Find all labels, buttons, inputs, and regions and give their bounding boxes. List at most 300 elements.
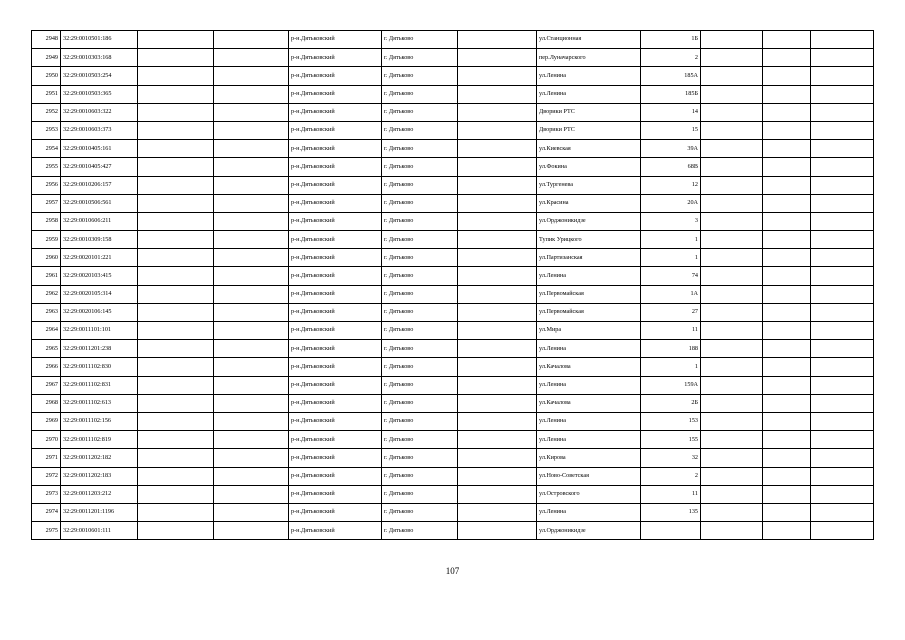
empty-cell bbox=[458, 503, 537, 521]
empty-cell bbox=[138, 31, 214, 49]
empty-cell bbox=[701, 503, 763, 521]
empty-cell bbox=[458, 267, 537, 285]
row-number: 2955 bbox=[32, 158, 61, 176]
empty-cell bbox=[811, 49, 874, 67]
row-number: 2962 bbox=[32, 285, 61, 303]
street-cell: ул.Фокина bbox=[537, 158, 641, 176]
empty-cell bbox=[701, 103, 763, 121]
row-number: 2953 bbox=[32, 121, 61, 139]
row-number: 2971 bbox=[32, 449, 61, 467]
empty-cell bbox=[763, 394, 811, 412]
row-number: 2973 bbox=[32, 485, 61, 503]
empty-cell bbox=[763, 303, 811, 321]
house-number: 159А bbox=[641, 376, 701, 394]
district-cell: р-н.Дятьковский bbox=[289, 158, 382, 176]
cadastral-number: 32:29:0011102:830 bbox=[61, 358, 138, 376]
district-cell: р-н.Дятьковский bbox=[289, 358, 382, 376]
empty-cell bbox=[763, 358, 811, 376]
empty-cell bbox=[138, 176, 214, 194]
empty-cell bbox=[763, 412, 811, 430]
empty-cell bbox=[458, 31, 537, 49]
district-cell: р-н.Дятьковский bbox=[289, 31, 382, 49]
empty-cell bbox=[763, 285, 811, 303]
district-cell: р-н.Дятьковский bbox=[289, 340, 382, 358]
house-number: 185А bbox=[641, 67, 701, 85]
empty-cell bbox=[701, 267, 763, 285]
empty-cell bbox=[214, 449, 289, 467]
empty-cell bbox=[811, 431, 874, 449]
street-cell: ул.Тургенева bbox=[537, 176, 641, 194]
empty-cell bbox=[138, 431, 214, 449]
house-number: 2Б bbox=[641, 394, 701, 412]
table-row bbox=[32, 322, 874, 340]
district-cell: р-н.Дятьковский bbox=[289, 412, 382, 430]
empty-cell bbox=[763, 31, 811, 49]
empty-cell bbox=[138, 322, 214, 340]
empty-cell bbox=[214, 358, 289, 376]
empty-cell bbox=[701, 340, 763, 358]
street-cell: ул.Качалова bbox=[537, 358, 641, 376]
row-number: 2970 bbox=[32, 431, 61, 449]
cadastral-number: 32:29:0010503:254 bbox=[61, 67, 138, 85]
row-number: 2965 bbox=[32, 340, 61, 358]
empty-cell bbox=[458, 394, 537, 412]
street-cell: Дворики РТС bbox=[537, 121, 641, 139]
cadastral-number: 32:29:0010303:168 bbox=[61, 49, 138, 67]
house-number: 3 bbox=[641, 212, 701, 230]
empty-cell bbox=[138, 85, 214, 103]
empty-cell bbox=[811, 412, 874, 430]
empty-cell bbox=[763, 85, 811, 103]
street-cell: пер.Луначарского bbox=[537, 49, 641, 67]
empty-cell bbox=[458, 358, 537, 376]
empty-cell bbox=[763, 176, 811, 194]
empty-cell bbox=[458, 85, 537, 103]
street-cell: ул.Островского bbox=[537, 485, 641, 503]
house-number: 2 bbox=[641, 467, 701, 485]
cadastral-number: 32:29:0010405:161 bbox=[61, 140, 138, 158]
empty-cell bbox=[701, 394, 763, 412]
empty-cell bbox=[701, 249, 763, 267]
row-number: 2948 bbox=[32, 31, 61, 49]
empty-cell bbox=[701, 412, 763, 430]
empty-cell bbox=[138, 449, 214, 467]
empty-cell bbox=[701, 176, 763, 194]
table-row bbox=[32, 503, 874, 521]
empty-cell bbox=[214, 394, 289, 412]
empty-cell bbox=[701, 467, 763, 485]
empty-cell bbox=[214, 140, 289, 158]
empty-cell bbox=[763, 522, 811, 540]
city-cell: г. Дятьково bbox=[382, 85, 458, 103]
city-cell: г. Дятьково bbox=[382, 194, 458, 212]
cadastral-number: 32:29:0020105:314 bbox=[61, 285, 138, 303]
district-cell: р-н.Дятьковский bbox=[289, 485, 382, 503]
city-cell: г. Дятьково bbox=[382, 340, 458, 358]
table-row bbox=[32, 121, 874, 139]
empty-cell bbox=[138, 376, 214, 394]
city-cell: г. Дятьково bbox=[382, 249, 458, 267]
house-number: 185Б bbox=[641, 85, 701, 103]
empty-cell bbox=[214, 158, 289, 176]
empty-cell bbox=[214, 376, 289, 394]
city-cell: г. Дятьково bbox=[382, 376, 458, 394]
cadastral-number: 32:29:0011102:819 bbox=[61, 431, 138, 449]
city-cell: г. Дятьково bbox=[382, 176, 458, 194]
district-cell: р-н.Дятьковский bbox=[289, 322, 382, 340]
empty-cell bbox=[811, 449, 874, 467]
empty-cell bbox=[138, 212, 214, 230]
empty-cell bbox=[701, 194, 763, 212]
empty-cell bbox=[214, 322, 289, 340]
street-cell: ул.Первомайская bbox=[537, 303, 641, 321]
row-number: 2956 bbox=[32, 176, 61, 194]
empty-cell bbox=[138, 285, 214, 303]
district-cell: р-н.Дятьковский bbox=[289, 49, 382, 67]
street-cell: ул.Кирова bbox=[537, 449, 641, 467]
empty-cell bbox=[811, 121, 874, 139]
empty-cell bbox=[138, 121, 214, 139]
row-number: 2974 bbox=[32, 503, 61, 521]
empty-cell bbox=[138, 67, 214, 85]
table-row bbox=[32, 522, 874, 540]
district-cell: р-н.Дятьковский bbox=[289, 194, 382, 212]
city-cell: г. Дятьково bbox=[382, 303, 458, 321]
cadastral-number: 32:29:0011102:156 bbox=[61, 412, 138, 430]
empty-cell bbox=[701, 522, 763, 540]
city-cell: г. Дятьково bbox=[382, 322, 458, 340]
table-row bbox=[32, 194, 874, 212]
cadastral-number: 32:29:0010206:157 bbox=[61, 176, 138, 194]
district-cell: р-н.Дятьковский bbox=[289, 303, 382, 321]
row-number: 2950 bbox=[32, 67, 61, 85]
house-number: 155 bbox=[641, 431, 701, 449]
empty-cell bbox=[138, 358, 214, 376]
house-number: 1 bbox=[641, 358, 701, 376]
city-cell: г. Дятьково bbox=[382, 140, 458, 158]
empty-cell bbox=[811, 249, 874, 267]
empty-cell bbox=[458, 376, 537, 394]
empty-cell bbox=[138, 249, 214, 267]
empty-cell bbox=[138, 140, 214, 158]
empty-cell bbox=[701, 231, 763, 249]
empty-cell bbox=[458, 322, 537, 340]
empty-cell bbox=[214, 176, 289, 194]
district-cell: р-н.Дятьковский bbox=[289, 376, 382, 394]
city-cell: г. Дятьково bbox=[382, 449, 458, 467]
empty-cell bbox=[811, 103, 874, 121]
city-cell: г. Дятьково bbox=[382, 431, 458, 449]
empty-cell bbox=[811, 485, 874, 503]
empty-cell bbox=[458, 194, 537, 212]
empty-cell bbox=[458, 340, 537, 358]
empty-cell bbox=[214, 249, 289, 267]
cadastral-number: 32:29:0020106:145 bbox=[61, 303, 138, 321]
empty-cell bbox=[458, 485, 537, 503]
street-cell: ул.Ленина bbox=[537, 340, 641, 358]
empty-cell bbox=[763, 140, 811, 158]
empty-cell bbox=[701, 85, 763, 103]
cadastral-number: 32:29:0010601:111 bbox=[61, 522, 138, 540]
street-cell: ул.Орджоникидзе bbox=[537, 522, 641, 540]
empty-cell bbox=[214, 485, 289, 503]
empty-cell bbox=[701, 49, 763, 67]
district-cell: р-н.Дятьковский bbox=[289, 503, 382, 521]
city-cell: г. Дятьково bbox=[382, 358, 458, 376]
empty-cell bbox=[214, 121, 289, 139]
empty-cell bbox=[701, 485, 763, 503]
cadastral-number: 32:29:0011202:182 bbox=[61, 449, 138, 467]
table-row bbox=[32, 31, 874, 49]
house-number: 1А bbox=[641, 285, 701, 303]
table-row bbox=[32, 431, 874, 449]
empty-cell bbox=[763, 103, 811, 121]
empty-cell bbox=[763, 249, 811, 267]
empty-cell bbox=[214, 194, 289, 212]
city-cell: г. Дятьково bbox=[382, 412, 458, 430]
empty-cell bbox=[763, 194, 811, 212]
street-cell: ул.Ленина bbox=[537, 503, 641, 521]
empty-cell bbox=[811, 303, 874, 321]
row-number: 2958 bbox=[32, 212, 61, 230]
cadastral-number: 32:29:0010603:373 bbox=[61, 121, 138, 139]
row-number: 2961 bbox=[32, 267, 61, 285]
row-number: 2968 bbox=[32, 394, 61, 412]
empty-cell bbox=[458, 121, 537, 139]
row-number: 2963 bbox=[32, 303, 61, 321]
cadastral-number: 32:29:0011201:1196 bbox=[61, 503, 138, 521]
city-cell: г. Дятьково bbox=[382, 467, 458, 485]
district-cell: р-н.Дятьковский bbox=[289, 103, 382, 121]
empty-cell bbox=[458, 522, 537, 540]
city-cell: г. Дятьково bbox=[382, 231, 458, 249]
empty-cell bbox=[458, 49, 537, 67]
empty-cell bbox=[701, 285, 763, 303]
house-number: 12 bbox=[641, 176, 701, 194]
empty-cell bbox=[138, 522, 214, 540]
empty-cell bbox=[763, 67, 811, 85]
empty-cell bbox=[811, 503, 874, 521]
street-cell: ул.Качалова bbox=[537, 394, 641, 412]
empty-cell bbox=[214, 212, 289, 230]
empty-cell bbox=[811, 322, 874, 340]
empty-cell bbox=[214, 267, 289, 285]
empty-cell bbox=[763, 231, 811, 249]
cadastral-number: 32:29:0011201:238 bbox=[61, 340, 138, 358]
empty-cell bbox=[458, 212, 537, 230]
empty-cell bbox=[458, 431, 537, 449]
street-cell: ул.Мира bbox=[537, 322, 641, 340]
row-number: 2949 bbox=[32, 49, 61, 67]
house-number: 1 bbox=[641, 231, 701, 249]
empty-cell bbox=[811, 194, 874, 212]
cadastral-number: 32:29:0011202:183 bbox=[61, 467, 138, 485]
empty-cell bbox=[214, 67, 289, 85]
empty-cell bbox=[811, 285, 874, 303]
empty-cell bbox=[214, 340, 289, 358]
empty-cell bbox=[811, 31, 874, 49]
empty-cell bbox=[138, 231, 214, 249]
empty-cell bbox=[811, 85, 874, 103]
table-row bbox=[32, 467, 874, 485]
table-row bbox=[32, 358, 874, 376]
street-cell: ул.Ленина bbox=[537, 67, 641, 85]
row-number: 2972 bbox=[32, 467, 61, 485]
empty-cell bbox=[811, 176, 874, 194]
empty-cell bbox=[214, 85, 289, 103]
empty-cell bbox=[458, 176, 537, 194]
street-cell: ул.Ново-Советская bbox=[537, 467, 641, 485]
table-row bbox=[32, 103, 874, 121]
district-cell: р-н.Дятьковский bbox=[289, 522, 382, 540]
district-cell: р-н.Дятьковский bbox=[289, 121, 382, 139]
street-cell: ул.Ленина bbox=[537, 376, 641, 394]
cadastral-number: 32:29:0010506:561 bbox=[61, 194, 138, 212]
empty-cell bbox=[214, 285, 289, 303]
empty-cell bbox=[763, 503, 811, 521]
empty-cell bbox=[458, 303, 537, 321]
street-cell: ул.Красина bbox=[537, 194, 641, 212]
street-cell: ул.Ленина bbox=[537, 267, 641, 285]
table-row bbox=[32, 85, 874, 103]
street-cell: ул.Киевская bbox=[537, 140, 641, 158]
empty-cell bbox=[701, 449, 763, 467]
empty-cell bbox=[458, 140, 537, 158]
empty-cell bbox=[811, 340, 874, 358]
empty-cell bbox=[138, 485, 214, 503]
city-cell: г. Дятьково bbox=[382, 485, 458, 503]
row-number: 2967 bbox=[32, 376, 61, 394]
cadastral-number: 32:29:0011102:613 bbox=[61, 394, 138, 412]
empty-cell bbox=[214, 103, 289, 121]
row-number: 2964 bbox=[32, 322, 61, 340]
table-body bbox=[32, 31, 874, 540]
empty-cell bbox=[138, 158, 214, 176]
empty-cell bbox=[138, 194, 214, 212]
house-number bbox=[641, 522, 701, 540]
table-row bbox=[32, 176, 874, 194]
empty-cell bbox=[458, 158, 537, 176]
district-cell: р-н.Дятьковский bbox=[289, 85, 382, 103]
empty-cell bbox=[811, 231, 874, 249]
house-number: 153 bbox=[641, 412, 701, 430]
empty-cell bbox=[763, 449, 811, 467]
empty-cell bbox=[214, 412, 289, 430]
empty-cell bbox=[701, 376, 763, 394]
empty-cell bbox=[763, 212, 811, 230]
empty-cell bbox=[458, 67, 537, 85]
empty-cell bbox=[458, 231, 537, 249]
table-row bbox=[32, 340, 874, 358]
street-cell: ул.Орджоникидзе bbox=[537, 212, 641, 230]
city-cell: г. Дятьково bbox=[382, 394, 458, 412]
empty-cell bbox=[763, 376, 811, 394]
house-number: 74 bbox=[641, 267, 701, 285]
district-cell: р-н.Дятьковский bbox=[289, 140, 382, 158]
row-number: 2975 bbox=[32, 522, 61, 540]
empty-cell bbox=[763, 340, 811, 358]
empty-cell bbox=[138, 503, 214, 521]
empty-cell bbox=[138, 340, 214, 358]
empty-cell bbox=[138, 49, 214, 67]
empty-cell bbox=[763, 431, 811, 449]
house-number: 1 bbox=[641, 249, 701, 267]
table-row bbox=[32, 303, 874, 321]
street-cell: ул.Станционная bbox=[537, 31, 641, 49]
district-cell: р-н.Дятьковский bbox=[289, 467, 382, 485]
city-cell: г. Дятьково bbox=[382, 49, 458, 67]
house-number: 14 bbox=[641, 103, 701, 121]
city-cell: г. Дятьково bbox=[382, 67, 458, 85]
table-row bbox=[32, 140, 874, 158]
district-cell: р-н.Дятьковский bbox=[289, 67, 382, 85]
empty-cell bbox=[701, 67, 763, 85]
house-number: 68В bbox=[641, 158, 701, 176]
city-cell: г. Дятьково bbox=[382, 31, 458, 49]
district-cell: р-н.Дятьковский bbox=[289, 212, 382, 230]
house-number: 188 bbox=[641, 340, 701, 358]
district-cell: р-н.Дятьковский bbox=[289, 285, 382, 303]
street-cell: ул.Ленина bbox=[537, 85, 641, 103]
empty-cell bbox=[138, 303, 214, 321]
house-number: 11 bbox=[641, 485, 701, 503]
row-number: 2969 bbox=[32, 412, 61, 430]
empty-cell bbox=[138, 103, 214, 121]
empty-cell bbox=[214, 431, 289, 449]
empty-cell bbox=[763, 49, 811, 67]
cadastral-number: 32:29:0010309:158 bbox=[61, 231, 138, 249]
empty-cell bbox=[214, 231, 289, 249]
empty-cell bbox=[214, 303, 289, 321]
empty-cell bbox=[763, 467, 811, 485]
street-cell: ул.Ленина bbox=[537, 431, 641, 449]
empty-cell bbox=[458, 449, 537, 467]
cadastral-number: 32:29:0010603:322 bbox=[61, 103, 138, 121]
street-cell: Дворики РТС bbox=[537, 103, 641, 121]
empty-cell bbox=[138, 394, 214, 412]
street-cell: ул.Первомайская bbox=[537, 285, 641, 303]
table-row bbox=[32, 212, 874, 230]
table-row bbox=[32, 249, 874, 267]
empty-cell bbox=[214, 31, 289, 49]
empty-cell bbox=[811, 158, 874, 176]
empty-cell bbox=[701, 31, 763, 49]
row-number: 2960 bbox=[32, 249, 61, 267]
row-number: 2951 bbox=[32, 85, 61, 103]
empty-cell bbox=[811, 376, 874, 394]
empty-cell bbox=[458, 285, 537, 303]
table-row bbox=[32, 49, 874, 67]
empty-cell bbox=[763, 322, 811, 340]
row-number: 2959 bbox=[32, 231, 61, 249]
empty-cell bbox=[811, 67, 874, 85]
district-cell: р-н.Дятьковский bbox=[289, 394, 382, 412]
street-cell: ул.Партизанская bbox=[537, 249, 641, 267]
empty-cell bbox=[138, 412, 214, 430]
row-number: 2966 bbox=[32, 358, 61, 376]
table-row bbox=[32, 285, 874, 303]
row-number: 2954 bbox=[32, 140, 61, 158]
empty-cell bbox=[763, 158, 811, 176]
empty-cell bbox=[811, 140, 874, 158]
empty-cell bbox=[811, 522, 874, 540]
empty-cell bbox=[458, 467, 537, 485]
registry-table bbox=[31, 30, 874, 540]
house-number: 11 bbox=[641, 322, 701, 340]
page-number: 107 bbox=[445, 566, 460, 576]
city-cell: г. Дятьково bbox=[382, 267, 458, 285]
district-cell: р-н.Дятьковский bbox=[289, 176, 382, 194]
